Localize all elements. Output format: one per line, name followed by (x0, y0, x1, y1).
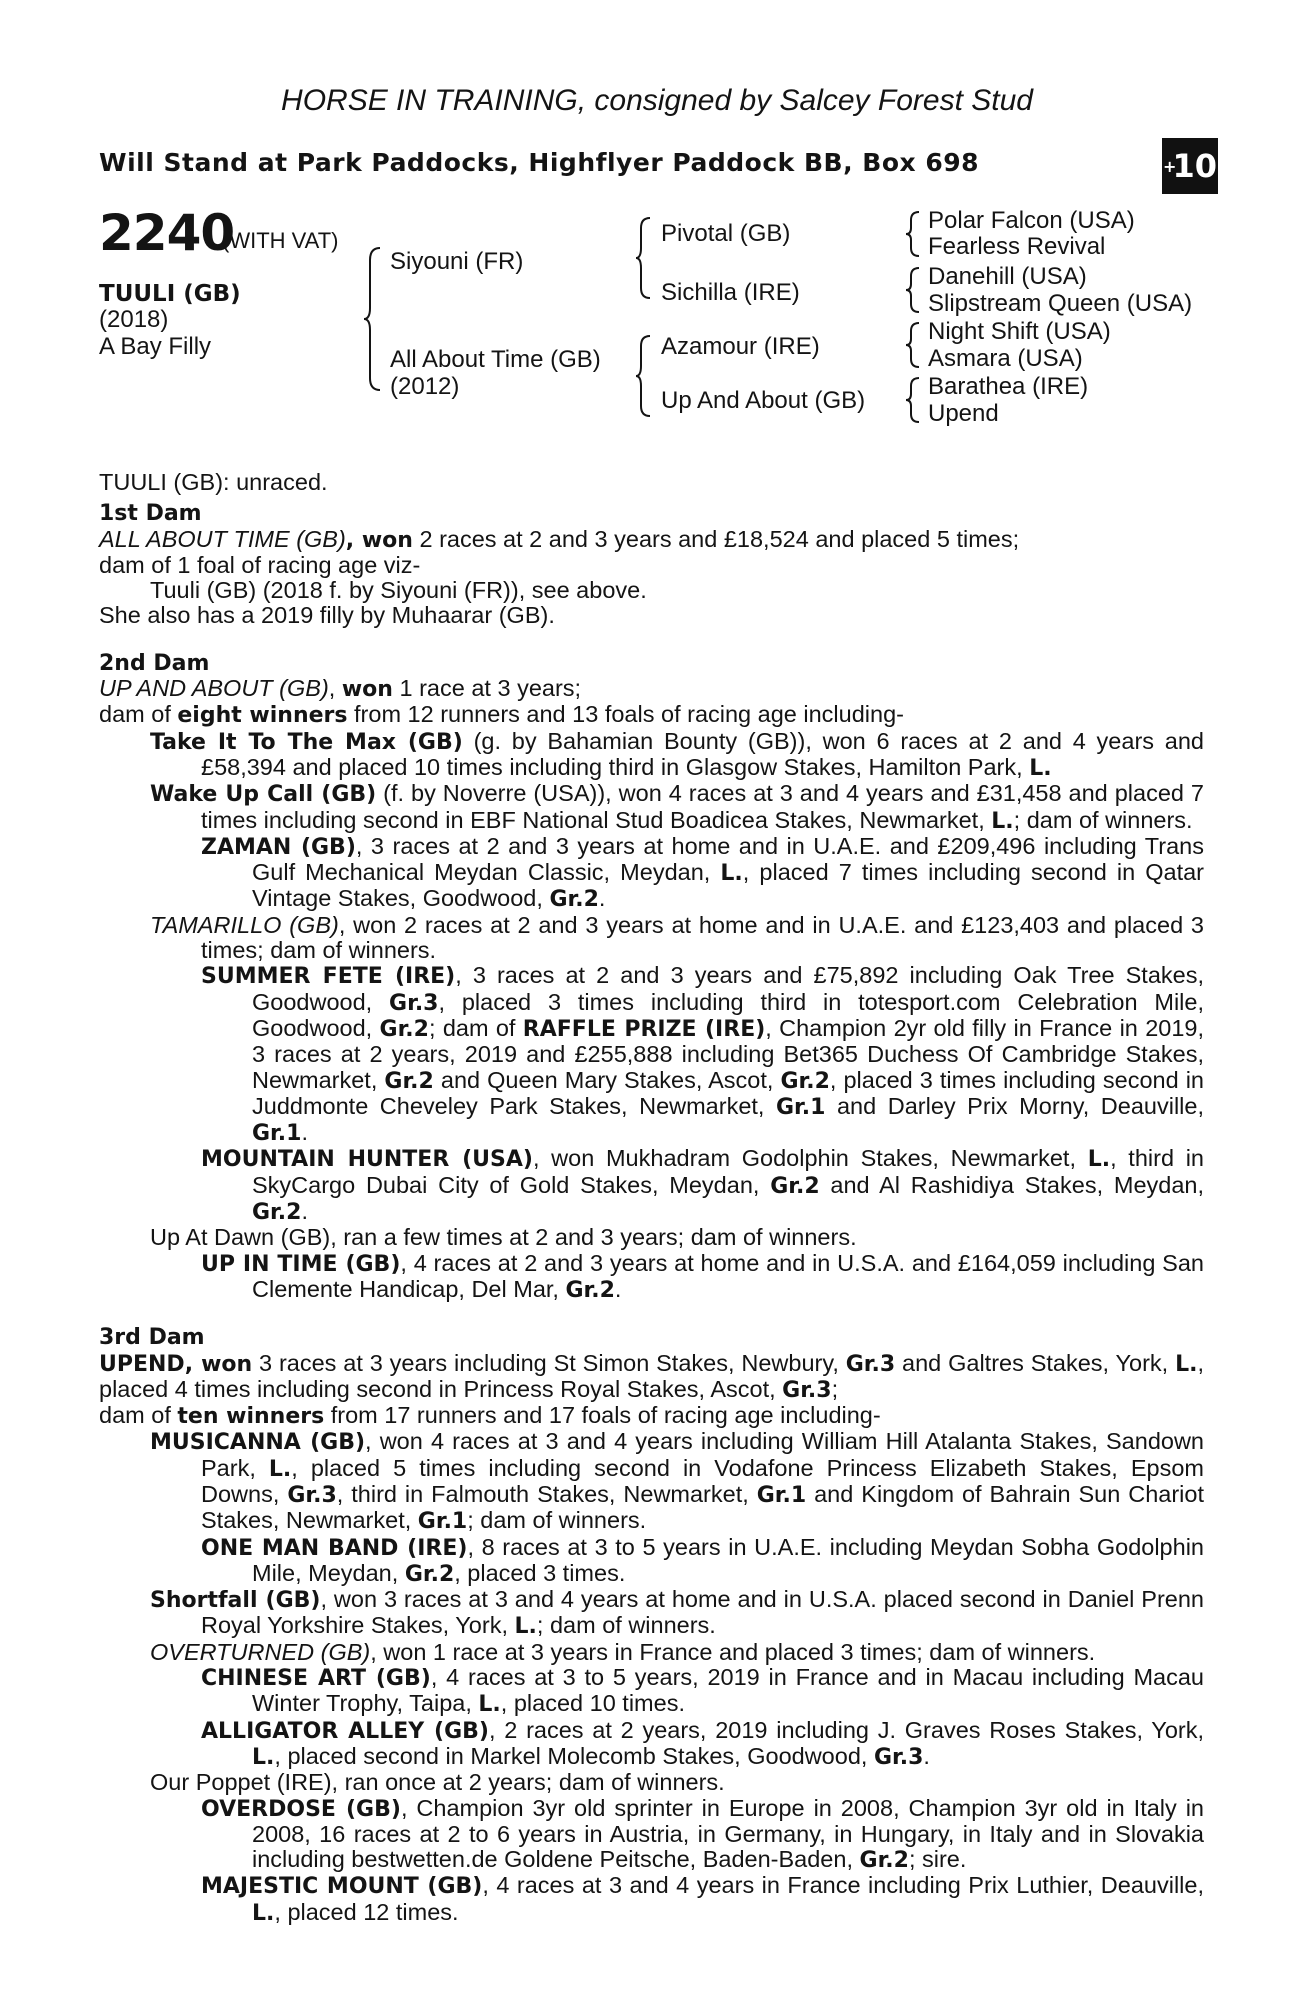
progeny-entry: MAJESTIC MOUNT (GB), 4 races at 3 and 4 years in France including Prix Luthier, Deauville, L., placed 12 times. (201, 1872, 1205, 1926)
pedigree-brace-main (364, 246, 384, 392)
progeny-entry: ZAMAN (GB), 3 races at 2 and 3 years at home and in U.A.E. and £209,496 including Trans Gulf Mechanical Meydan Classic, Meydan, L., placed 7 times including second in Qatar Vintage Stakes, Goodwood, Gr.2. (201, 832, 1204, 913)
gg-4: Slipstream Queen (USA) (928, 290, 1193, 317)
pedigree-brace-g1 (906, 210, 922, 258)
progeny-entry: SUMMER FETE (IRE), 3 races at 2 and 3 years and £75,892 including Oak Tree Stakes, Goodwood, Gr.3, placed 3 times including third in totesport.com Celebration Mile, Goodwood, Gr.2; dam of RAFFLE PRIZE (IRE), Champion 2yr old filly in France in 2019, 3 races at 2 years, 2019 and £255,888 including Bet365 Duchess Of Cambridge Stakes, Newmarket, Gr.2 and Queen Mary Stakes, Ascot, Gr.2, placed 3 times including second in Juddmonte Cheveley Park Stakes, Newmarket, Gr.1 and Darley Prix Morny, Deauville, Gr.1. (201, 962, 1204, 1147)
lot-badge (1162, 138, 1218, 194)
progeny-entry: TAMARILLO (GB), won 2 races at 2 and 3 years at home and in U.A.E. and £123,403 and placed 3 times; dam of winners. (150, 911, 1204, 964)
gg-7: Barathea (IRE) (928, 373, 1089, 400)
vat-note: (WITH VAT) (222, 228, 339, 253)
gg-5: Night Shift (USA) (928, 318, 1111, 345)
first-dam-also: She also has a 2019 filly by Muhaarar (GB). (99, 602, 555, 629)
third-dam-line2: dam of ten winners from 17 runners and 17 foals of racing age including- (99, 1402, 881, 1430)
progeny-entry: Wake Up Call (GB) (f. by Noverre (USA)), won 4 races at 3 and 4 years and £31,458 and placed 7 times including second in EBF National Stud Boadicea Stakes, Newmarket, L.; dam of winners. (150, 780, 1204, 834)
pedigree-brace-g2 (906, 266, 922, 314)
progeny-entry: Shortfall (GB), won 3 races at 3 and 4 years at home and in U.S.A. placed second in Daniel Prenn Royal Yorkshire Stakes, York, L.; dam of winners. (150, 1586, 1204, 1640)
first-dam-heading: 1st Dam (99, 501, 202, 527)
gg-1: Polar Falcon (USA) (928, 207, 1135, 234)
first-dam-line2: dam of 1 foal of racing age viz- (99, 551, 421, 578)
progeny-entry: ALLIGATOR ALLEY (GB), 2 races at 2 years, 2019 including J. Graves Roses Stakes, York, L., placed second in Markel Molecomb Stakes, Goodwood, Gr.3. (201, 1716, 1204, 1770)
progeny-entry: OVERDOSE (GB), Champion 3yr old sprinter in Europe in 2008, Champion 3yr old in Italy in 2008, 16 races at 2 to 6 years in Austria, in Germany, in Hungary, in Italy and in Slovakia including bestwetten.de Goldene Peitsche, Baden-Baden, Gr.2; sire. (201, 1794, 1204, 1874)
badge-number: 10 (1172, 147, 1217, 185)
gg-3: Danehill (USA) (928, 263, 1087, 290)
first-dam-foal: Tuuli (GB) (2018 f. by Siyouni (FR)), see above. (150, 577, 647, 604)
sire-name: Siyouni (FR) (390, 248, 524, 275)
progeny-entry: OVERTURNED (GB), won 1 race at 3 years in France and placed 3 times; dam of winners. (150, 1638, 1096, 1665)
gg-8: Upend (928, 400, 999, 427)
second-dam-heading: 2nd Dam (99, 650, 210, 676)
dam-dam: Up And About (GB) (661, 387, 866, 414)
page-header: HORSE IN TRAINING, consigned by Salcey Forest Stud (281, 84, 1033, 117)
race-summary: TUULI (GB): unraced. (99, 469, 328, 495)
progeny-entry: Our Poppet (IRE), ran once at 2 years; dam of winners. (150, 1769, 725, 1796)
gg-2: Fearless Revival (928, 233, 1106, 260)
sire-sire: Pivotal (GB) (661, 220, 791, 247)
pedigree-brace-sire (636, 216, 654, 300)
pedigree-brace-g3 (906, 321, 922, 369)
stand-location: Will Stand at Park Paddocks, Highflyer Paddock BB, Box 698 (99, 148, 980, 177)
progeny-entry: Take It To The Max (GB) (g. by Bahamian Bounty (GB)), won 6 races at 2 and 4 years and £58,394 and placed 10 times including third in Glasgow Stakes, Hamilton Park, L. (150, 727, 1204, 781)
second-dam-record: UP AND ABOUT (GB), won 1 race at 3 years; (99, 675, 582, 703)
pedigree-notes (99, 470, 1204, 1926)
horse-description: A Bay Filly (99, 333, 212, 360)
third-dam-record: UPEND, won 3 races at 3 years including St Simon Stakes, Newbury, Gr.3 and Galtres Stakes, York, L., placed 4 times including second in Princess Royal Stakes, Ascot, Gr.3; (99, 1349, 1204, 1403)
progeny-entry: MUSICANNA (GB), won 4 races at 3 and 4 years including William Hill Atalanta Stakes, Sandown Park, L., placed 5 times including second in Vodafone Princess Elizabeth Stakes, Epsom Downs, Gr.3, third in Falmouth Stakes, Newmarket, Gr.1 and Kingdom of Bahrain Sun Chariot Stakes, Newmarket, Gr.1; dam of winners. (150, 1428, 1205, 1535)
dam-sire: Azamour (IRE) (661, 333, 820, 360)
badge-plus: + (1163, 156, 1177, 176)
first-dam-record: ALL ABOUT TIME (GB), won 2 races at 2 and 3 years and £18,524 and placed 5 times; (99, 525, 1020, 553)
pedigree-brace-g4 (906, 376, 922, 424)
horse-name: TUULI (GB) (99, 281, 241, 307)
horse-year: (2018) (99, 306, 169, 333)
progeny-entry: ONE MAN BAND (IRE), 8 races at 3 to 5 years in U.A.E. including Meydan Sobha Godolphin Mile, Meydan, Gr.2, placed 3 times. (201, 1533, 1204, 1587)
progeny-entry: MOUNTAIN HUNTER (USA), won Mukhadram Godolphin Stakes, Newmarket, L., third in SkyCargo Dubai City of Gold Stakes, Meydan, Gr.2 and Al Rashidiya Stakes, Meydan, Gr.2. (201, 1145, 1204, 1226)
progeny-entry: UP IN TIME (GB), 4 races at 2 and 3 years at home and in U.S.A. and £164,059 including San Clemente Handicap, Del Mar, Gr.2. (201, 1249, 1204, 1303)
gg-6: Asmara (USA) (928, 345, 1083, 372)
sire-dam: Sichilla (IRE) (661, 279, 800, 306)
progeny-entry: Up At Dawn (GB), ran a few times at 2 and 3 years; dam of winners. (150, 1224, 857, 1251)
lot-number: 2240 (99, 204, 235, 262)
dam-year: (2012) (390, 373, 460, 400)
dam-name: All About Time (GB) (390, 346, 601, 373)
second-dam-line2: dam of eight winners from 12 runners and 13 foals of racing age including- (99, 701, 904, 729)
progeny-entry: CHINESE ART (GB), 4 races at 3 to 5 years, 2019 in France and in Macau including Macau Winter Trophy, Taipa, L., placed 10 times. (201, 1664, 1204, 1718)
third-dam-heading: 3rd Dam (99, 1325, 205, 1351)
pedigree-brace-dam (636, 334, 654, 418)
